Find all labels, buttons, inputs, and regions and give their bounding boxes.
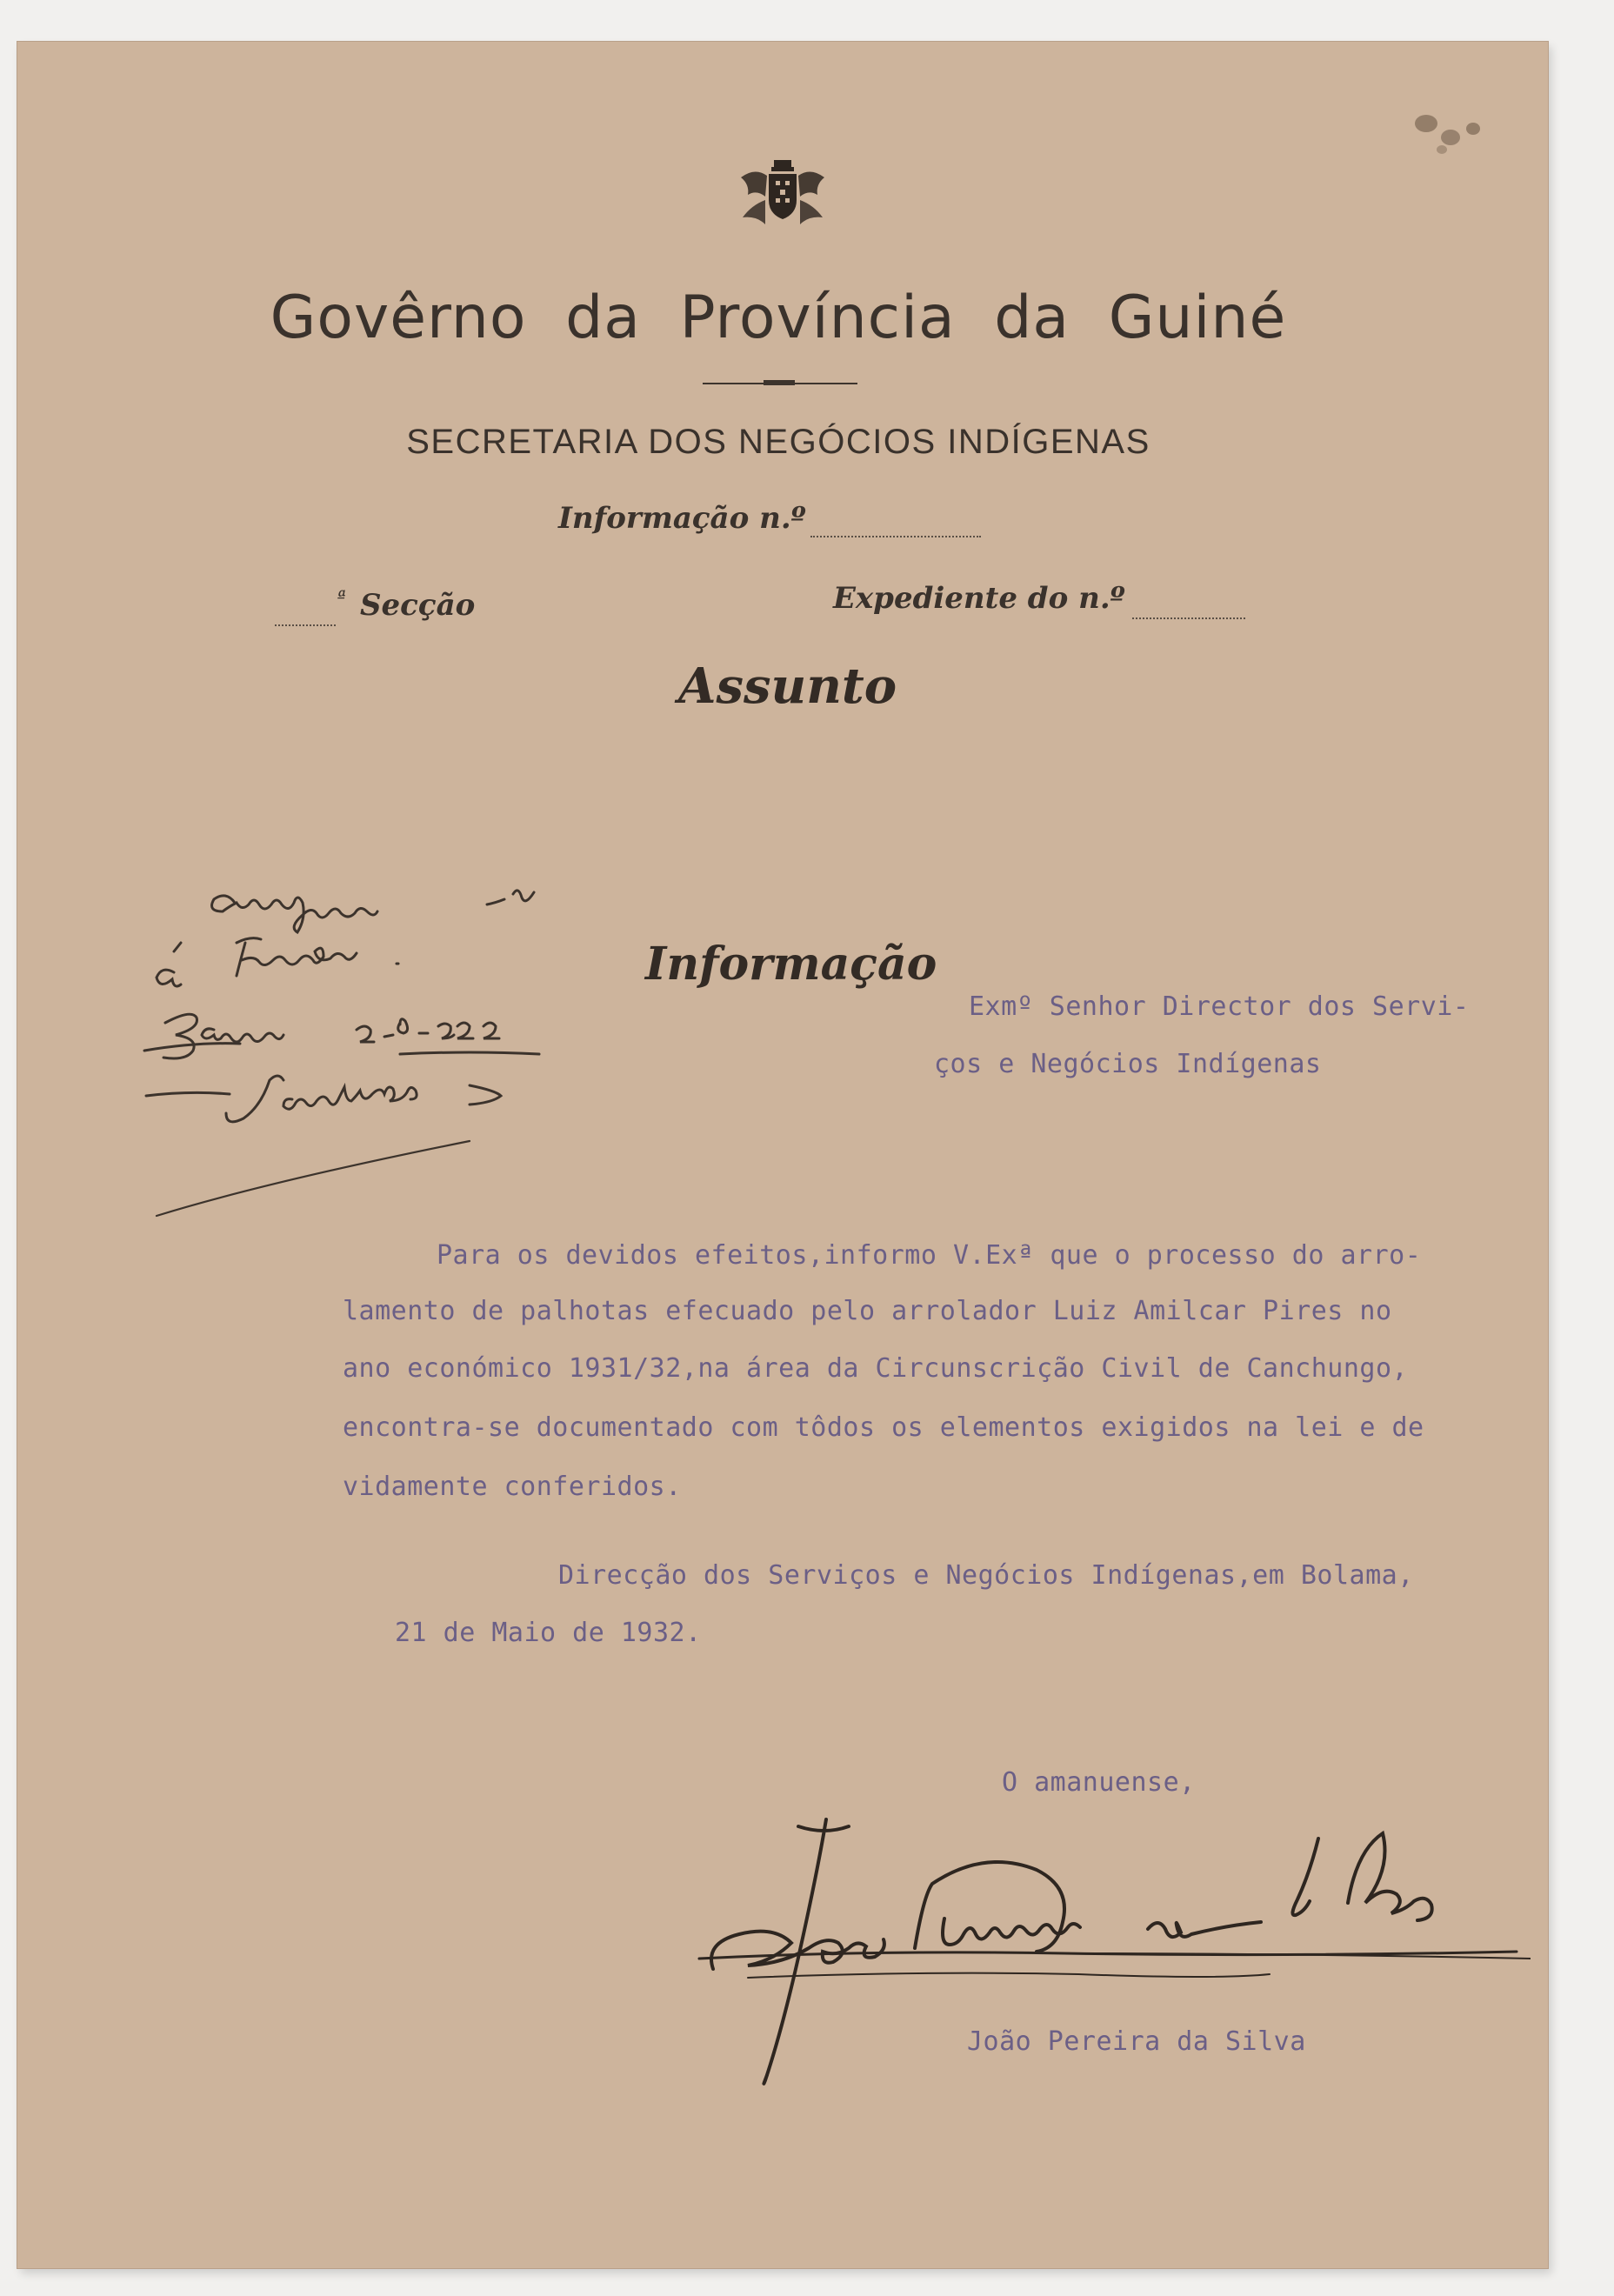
- body-line-1: Para os devidos efeitos,informo V.Exª que o processo do arro-: [437, 1240, 1422, 1271]
- title-divider-ornament: [764, 380, 795, 385]
- assunto-heading: Assunto: [678, 657, 897, 715]
- seccao-number-field: [275, 624, 336, 626]
- body-line-3: ano económico 1931/32,na área da Circunscrição Civil de Canchungo,: [343, 1353, 1409, 1384]
- informacao-heading: Informação: [645, 938, 937, 991]
- date-line: 21 de Maio de 1932.: [395, 1618, 702, 1648]
- closing-line: O amanuense,: [1002, 1767, 1196, 1798]
- seccao-label: Secção: [360, 588, 476, 623]
- seccao-ordinal: ª: [337, 586, 346, 607]
- handwritten-dispatch-note: [139, 868, 800, 1233]
- informacao-number-field: [810, 536, 981, 537]
- document-sheet: [17, 42, 1548, 2268]
- coat-of-arms-icon: [730, 157, 835, 235]
- body-line-5: vidamente conferidos.: [343, 1472, 682, 1502]
- informacao-number-label: Informação n.º: [558, 501, 806, 536]
- expediente-label: Expediente do n.º: [833, 581, 1125, 616]
- expediente-number-field: [1132, 617, 1245, 619]
- body-line-2: lamento de palhotas efecuado pelo arrolador Luiz Amilcar Pires no: [343, 1296, 1392, 1326]
- salutation-line-2: ços e Negócios Indígenas: [934, 1049, 1322, 1079]
- ink-stain: [1400, 103, 1504, 164]
- salutation-line-1: Exmº Senhor Director dos Servi-: [969, 991, 1470, 1022]
- department-subtitle: SECRETARIA DOS NEGÓCIOS INDÍGENAS: [406, 423, 1150, 461]
- document-title: Govêrno da Província da Guiné: [270, 284, 1287, 352]
- signer-name: João Pereira da Silva: [967, 2026, 1306, 2057]
- body-line-4: encontra-se documentado com tôdos os elementos exigidos na lei e de: [343, 1412, 1424, 1443]
- place-line: Direcção dos Serviços e Negócios Indígenas,em Bolama,: [558, 1560, 1414, 1591]
